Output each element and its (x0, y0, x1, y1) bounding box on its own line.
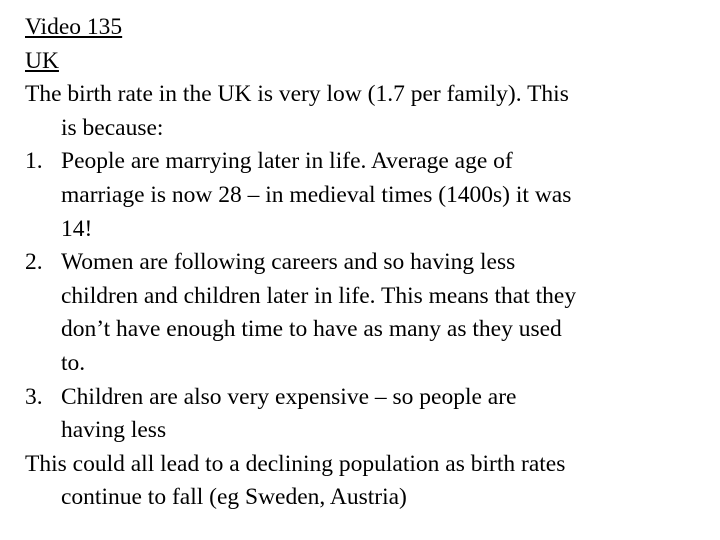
intro-line-1: The birth rate in the UK is very low (1.7 per family). This (25, 81, 569, 108)
intro-line-2: is because: (61, 114, 164, 141)
point-1-number: 1. (25, 148, 43, 175)
heading-topic-line (25, 45, 705, 79)
point-2-number: 2. (25, 249, 43, 276)
conclusion-line-1: This could all lead to a declining population as birth rates (25, 450, 566, 477)
point-2-text-1: Women are following careers and so having less (61, 249, 516, 276)
conclusion-line-2: continue to fall (eg Sweden, Austria) (61, 484, 407, 511)
point-1-line-3: 14! (61, 215, 93, 242)
point-2-line-1 (25, 246, 705, 280)
point-2-line-3: don’t have enough time to have as many as they used (61, 316, 562, 343)
point-2-line-4: to. (61, 349, 86, 376)
slide-text-block (25, 11, 705, 515)
point-3-number: 3. (25, 383, 43, 410)
heading-video: Video 135 (25, 14, 123, 40)
point-1-text-1: People are marrying later in life. Average age of (61, 148, 513, 175)
point-3-text-1: Children are also very expensive – so people are (61, 383, 517, 410)
heading-topic: UK (25, 47, 59, 74)
point-3-line-1 (25, 381, 705, 415)
point-1-line-1 (25, 145, 705, 179)
point-1-line-2: marriage is now 28 – in medieval times (1400s) it was (61, 181, 572, 208)
point-2-line-2: children and children later in life. This means that they (61, 282, 577, 309)
point-3-line-2: having less (61, 417, 167, 444)
heading-video-line (25, 11, 705, 45)
